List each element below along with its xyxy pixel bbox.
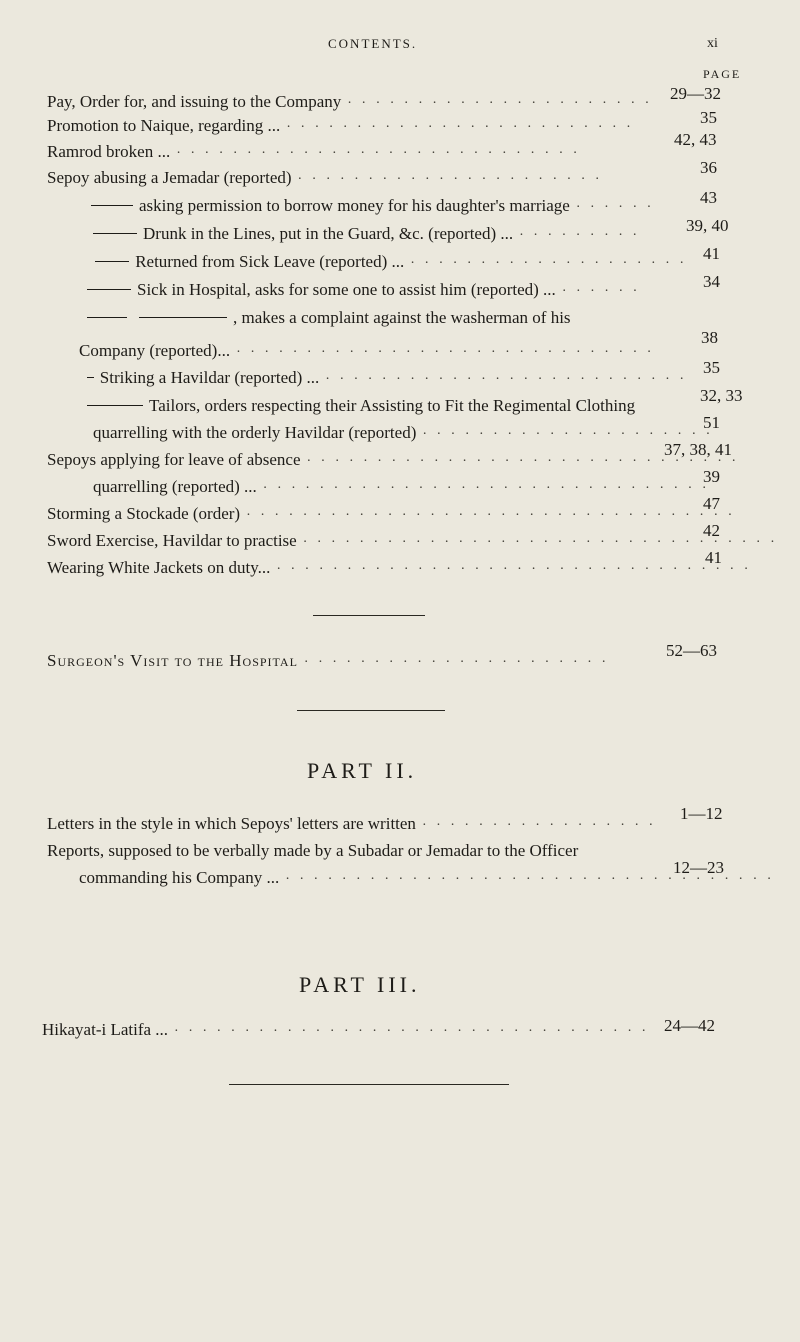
entry-text: Promotion to Naique, regarding ... <box>47 116 281 135</box>
entry-text: Tailors, orders respecting their Assisting to Fit the Regimental Clothing <box>149 396 636 415</box>
toc-entry: Letters in the style in which Sepoys' letters are written · · · · · · · · · · · · · · · · · <box>47 814 657 833</box>
entry-pages: 35 <box>703 358 720 377</box>
entry-pages: 43 <box>700 188 717 207</box>
entry-text: Sepoy abusing a Jemadar (reported) <box>47 168 292 187</box>
part-heading: PART II. <box>307 758 418 783</box>
entry-text: Company (reported)... <box>79 341 231 360</box>
entry-pages: 12—23 <box>673 858 724 877</box>
entry-pages: 36 <box>700 158 717 177</box>
toc-entry: quarrelling with the orderly Havildar (reported) · · · · · · · · · · · · · · · · · · · · · <box>93 423 714 442</box>
toc-entry <box>47 396 707 422</box>
running-head: CONTENTS. <box>328 36 418 51</box>
section-divider <box>313 615 425 616</box>
toc-entry: quarrelling (reported) ... · · · · · · · · · · · · · · · · · · · · · · · · · · · · · · · · <box>93 477 710 496</box>
toc-entry <box>47 841 747 867</box>
toc-entry: Promotion to Naique, regarding ... · · · · · · · · · · · · · · · · · · · · · · · · · <box>47 116 634 135</box>
entry-pages: 42 <box>703 521 720 540</box>
section-divider <box>297 710 445 711</box>
toc-entry: Company (reported)... · · · · · · · · · · · · · · · · · · · · · · · · · · · · · · <box>79 341 655 360</box>
entry-pages: 51 <box>703 413 720 432</box>
toc-entry <box>47 308 707 334</box>
entry-pages: 41 <box>703 244 720 263</box>
ditto-rule <box>87 377 94 378</box>
entry-pages: 52—63 <box>666 641 717 660</box>
entry-text: , makes a complaint against the washerman of his <box>233 308 571 327</box>
end-rule <box>229 1084 509 1085</box>
toc-entry: Sword Exercise, Havildar to practise · · · · · · · · · · · · · · · · · · · · · · · · · · · · · · · · · · <box>47 531 778 550</box>
entry-text: commanding his Company ... <box>79 868 280 887</box>
entry-text: Reports, supposed to be verbally made by a Subadar or Jemadar to the Officer <box>47 841 579 860</box>
entry-pages: 24—42 <box>664 1016 715 1035</box>
toc-entry: Storming a Stockade (order) · · · · · · · · · · · · · · · · · · · · · · · · · · · · · · · · · · · <box>47 504 736 523</box>
ditto-rule <box>91 205 133 206</box>
entry-pages: 41 <box>705 548 722 567</box>
entry-text: quarrelling (reported) ... <box>93 477 257 496</box>
toc-entry: Surgeon's Visit to the Hospital · · · · · · · · · · · · · · · · · · · · · · <box>47 651 609 670</box>
ditto-rule <box>95 261 129 262</box>
entry-text: Drunk in the Lines, put in the Guard, &c. (reported) ... <box>143 224 514 243</box>
ditto-rule <box>87 317 127 318</box>
entry-text: Striking a Havildar (reported) ... <box>99 368 320 387</box>
entry-pages: 37, 38, 41 <box>664 440 732 459</box>
toc-entry: Returned from Sick Leave (reported) ... · · · · · · · · · · · · · · · · · · · · <box>47 252 687 278</box>
ditto-rule <box>93 233 137 234</box>
entry-pages: 42, 43 <box>674 130 717 149</box>
entry-pages: 39 <box>703 467 720 486</box>
entry-pages: 29—32 <box>670 84 721 103</box>
toc-entry: Hikayat-i Latifa ... · · · · · · · · · · · · · · · · · · · · · · · · · · · · · · · · · · <box>42 1020 650 1039</box>
entry-text: quarrelling with the orderly Havildar (reported) <box>93 423 417 442</box>
toc-entry: Striking a Havildar (reported) ... · · · · · · · · · · · · · · · · · · · · · · · · · · <box>47 368 687 394</box>
entry-text: Hikayat-i Latifa ... <box>42 1020 169 1039</box>
entry-text: Sick in Hospital, asks for some one to assist him (reported) ... <box>137 280 556 299</box>
entry-pages: 38 <box>701 328 718 347</box>
entry-text: Ramrod broken ... <box>47 142 171 161</box>
folio: xi <box>707 36 718 51</box>
page-column-label: PAGE <box>703 67 742 81</box>
entry-pages: 35 <box>700 108 717 127</box>
entry-text: Surgeon's Visit to the Hospital <box>47 651 298 670</box>
entry-text: Letters in the style in which Sepoys' letters are written <box>47 814 416 833</box>
entry-text: Storming a Stockade (order) <box>47 504 241 523</box>
toc-entry: Pay, Order for, and issuing to the Company · · · · · · · · · · · · · · · · · · · · · · <box>47 92 653 111</box>
entry-pages: 34 <box>703 272 720 291</box>
entry-pages: 32, 33 <box>700 386 743 405</box>
part-heading: PART III. <box>299 972 421 997</box>
ditto-rule <box>87 289 131 290</box>
entry-text: asking permission to borrow money for his daughter's marriage <box>139 196 570 215</box>
toc-entry: asking permission to borrow money for his daughter's marriage · · · · · · <box>47 196 667 222</box>
entry-pages: 39, 40 <box>686 216 729 235</box>
toc-entry: Ramrod broken ... · · · · · · · · · · · · · · · · · · · · · · · · · · · · · <box>47 142 581 161</box>
toc-entry: Sepoy abusing a Jemadar (reported) · · · · · · · · · · · · · · · · · · · · · · <box>47 168 603 187</box>
entry-text: Pay, Order for, and issuing to the Company <box>47 92 342 111</box>
toc-entry: Drunk in the Lines, put in the Guard, &c. (reported) ... · · · · · · · · · <box>47 224 677 250</box>
toc-entry: Sepoys applying for leave of absence · · · · · · · · · · · · · · · · · · · · · · · · · · · · · · · <box>47 450 740 469</box>
toc-entry: commanding his Company ... · · · · · · · · · · · · · · · · · · · · · · · · · · · · · · · · · · · <box>79 868 775 887</box>
toc-entry: Sick in Hospital, asks for some one to assist him (reported) ... · · · · · · <box>47 280 687 306</box>
toc-entry: Wearing White Jackets on duty... · · · · · · · · · · · · · · · · · · · · · · · · · · · · · · · · · · <box>47 558 752 577</box>
entry-text: Sepoys applying for leave of absence <box>47 450 301 469</box>
entry-pages: 47 <box>703 494 720 513</box>
entry-text: Returned from Sick Leave (reported) ... <box>135 252 405 271</box>
entry-pages: 1—12 <box>680 804 723 823</box>
ditto-rule <box>87 405 143 406</box>
entry-text: Sword Exercise, Havildar to practise <box>47 531 297 550</box>
ditto-rule <box>139 317 227 318</box>
entry-text: Wearing White Jackets on duty... <box>47 558 271 577</box>
